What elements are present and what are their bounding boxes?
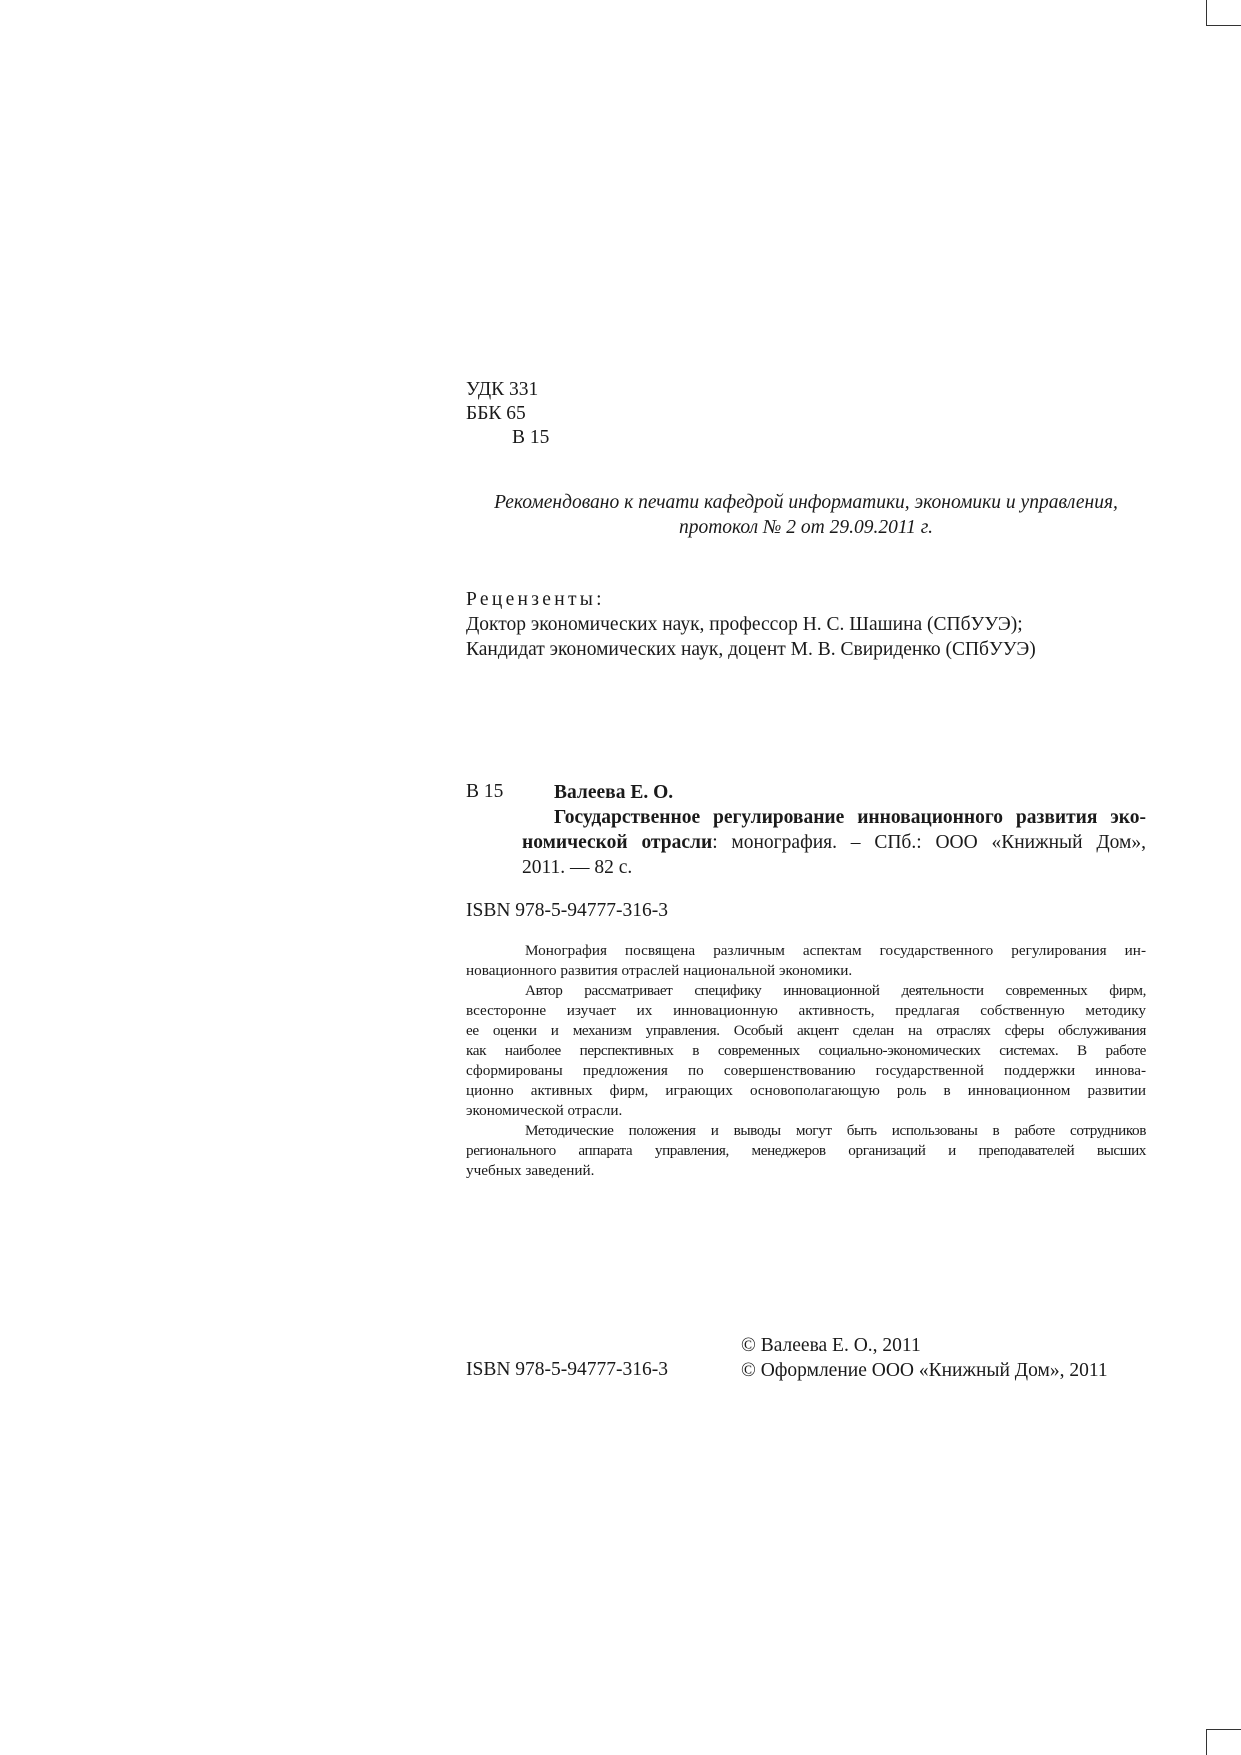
recommendation-line-2: протокол № 2 от 29.09.2011 г. bbox=[678, 517, 934, 538]
copyright-design: © Оформление ООО «Книжный Дом», 2011 bbox=[741, 1360, 1108, 1381]
crop-mark-bottom-vertical bbox=[1206, 1729, 1207, 1755]
abstract-line: новационного развития отраслей национальной экономики. bbox=[466, 962, 853, 979]
abstract-line: всесторонне изучает их инновационную активность, предлагая собственную методику bbox=[466, 1002, 1146, 1019]
catalog-title-part-2: номической отрасли bbox=[522, 832, 713, 853]
abstract-line: как наиболее перспективных в современных социально-экономических системах. В работе bbox=[466, 1042, 1146, 1059]
catalog-publication: : монография. – СПб.: ООО «Книжный Дом», bbox=[712, 832, 1146, 853]
copyright bbox=[741, 1333, 1108, 1383]
abstract-line: регионального аппарата управления, менеджеров организаций и преподавателей высших bbox=[466, 1142, 1146, 1159]
recommendation bbox=[466, 490, 1146, 540]
isbn: ISBN 978-5-94777-316-3 bbox=[466, 900, 669, 921]
bbk-code: ББК 65 bbox=[466, 403, 526, 424]
abstract bbox=[466, 941, 1146, 1181]
catalog-author: Валеева Е. О. bbox=[554, 782, 674, 803]
catalog-title-part-1: Государственное регулирование инновационного развития эко- bbox=[554, 807, 1146, 828]
reviewer-1: Доктор экономических наук, профессор Н. С. Шашина (СПбУУЭ); bbox=[466, 614, 1023, 635]
crop-mark-top-vertical bbox=[1206, 0, 1207, 26]
crop-mark-top-horizontal bbox=[1206, 25, 1241, 26]
isbn-bottom: ISBN 978-5-94777-316-3 bbox=[466, 1359, 669, 1380]
copyright-author: © Валеева Е. О., 2011 bbox=[741, 1335, 921, 1356]
catalog-entry bbox=[522, 780, 1146, 880]
author-sign: В 15 bbox=[512, 427, 550, 448]
reviewer-2: Кандидат экономических наук, доцент М. В. Свириденко (СПбУУЭ) bbox=[466, 639, 1036, 660]
abstract-line: ционно активных фирм, играющих основополагающую роль в инновационном развитии bbox=[466, 1082, 1146, 1099]
abstract-line: Автор рассматривает специфику инновационной деятельности современных фирм, bbox=[525, 982, 1146, 999]
crop-mark-bottom-horizontal bbox=[1206, 1729, 1241, 1730]
abstract-line: учебных заведений. bbox=[466, 1162, 595, 1179]
reviewers bbox=[466, 587, 1036, 662]
udk-code: УДК 331 bbox=[466, 379, 539, 400]
abstract-line: Монография посвящена различным аспектам государственного регулирования ин- bbox=[525, 942, 1146, 959]
abstract-line: Методические положения и выводы могут быть использованы в работе сотрудников bbox=[525, 1122, 1146, 1139]
abstract-line: ее оценки и механизм управления. Особый акцент сделан на отраслях сферы обслуживания bbox=[466, 1022, 1146, 1039]
recommendation-line-1: Рекомендовано к печати кафедрой информатики, экономики и управления, bbox=[494, 492, 1118, 513]
reviewers-heading: Рецензенты: bbox=[466, 589, 605, 610]
abstract-line: сформированы предложения по совершенствованию государственной поддержки иннова- bbox=[466, 1062, 1146, 1079]
catalog-year-pages: 2011. — 82 с. bbox=[522, 857, 633, 878]
catalog-code: В 15 bbox=[466, 781, 504, 802]
abstract-line: экономической отрасли. bbox=[466, 1102, 623, 1119]
